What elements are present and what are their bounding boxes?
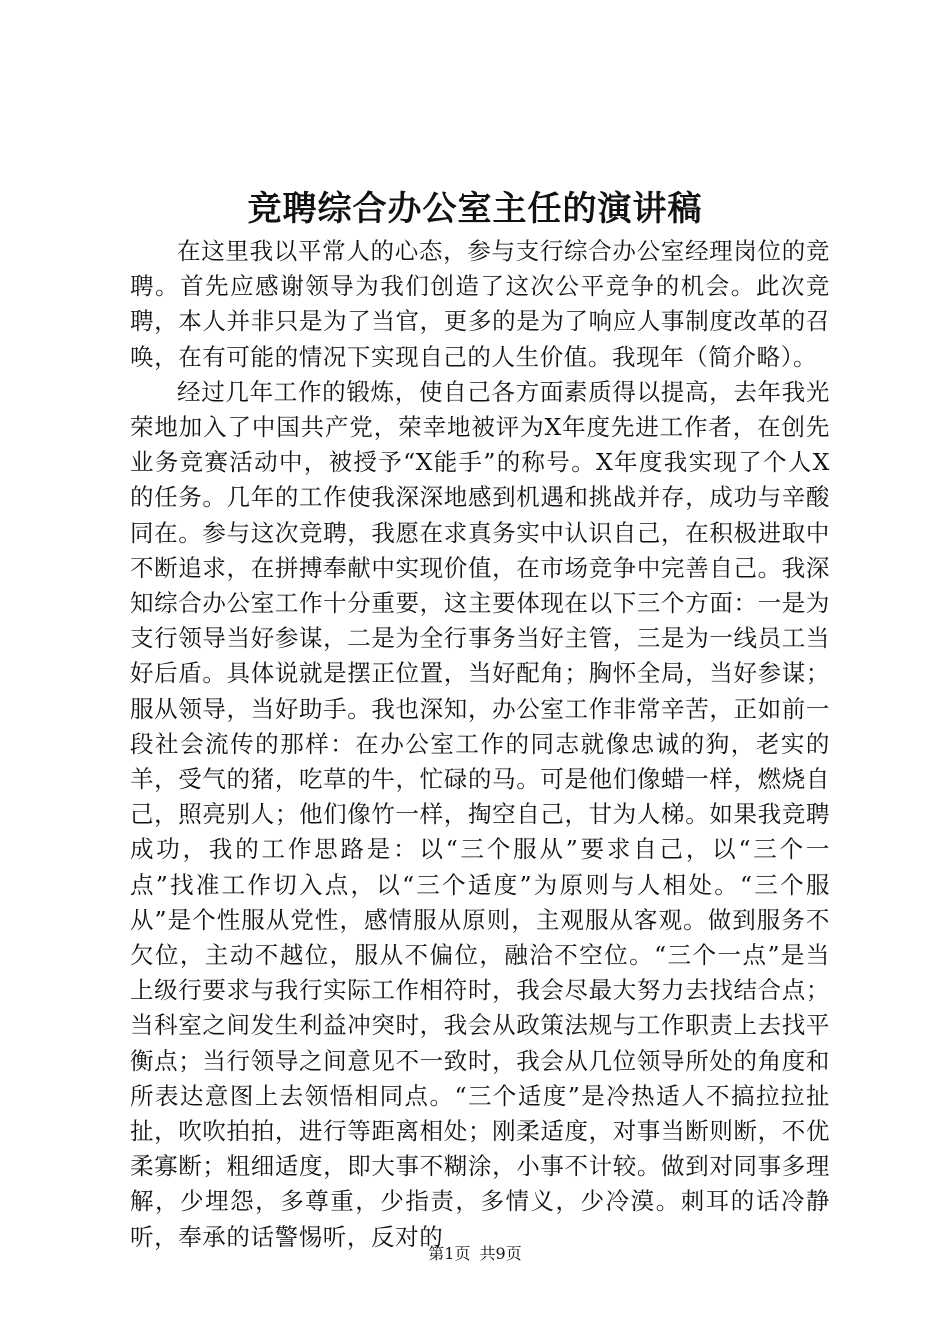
page-total: 共9页 xyxy=(479,1244,522,1263)
page-footer xyxy=(0,1242,950,1266)
paragraph-2: 经过几年工作的锻炼，使自己各方面素质得以提高，去年我光荣地加入了中国共产党，荣幸地被评为X年度先进工作者，在创先业务竞赛活动中，被授予“X能手”的称号。X年度我实现了个人X的任务。几年的工作使我深深地感到机遇和挑战并存，成功与辛酸同在。参与这次竞聘，我愿在求真务实中认识自己，在积极进取中不断追求，在拼搏奉献中实现价值，在市场竞争中完善自己。我深知综合办公室工作十分重要，这主要体现在以下三个方面：一是为支行领导当好参谋，二是为全行事务当好主管，三是为一线员工当好后盾。具体说就是摆正位置，当好配角；胸怀全局，当好参谋；服从领导，当好助手。我也深知，办公室工作非常辛苦，正如前一段社会流传的那样：在办公室工作的同志就像忠诚的狗，老实的羊，受气的猪，吃草的牛，忙碌的马。可是他们像蜡一样，燃烧自己，照亮别人；他们像竹一样，掏空自己，甘为人梯。如果我竞聘成功，我的工作思路是：以“三个服从”要求自己，以“三个一点”找准工作切入点，以“三个适度”为原则与人相处。“三个服从”是个性服从党性，感情服从原则，主观服从客观。做到服务不欠位，主动不越位，服从不偏位，融洽不空位。“三个一点”是当上级行要求与我行实际工作相符时，我会尽最大努力去找结合点；当科室之间发生利益冲突时，我会从政策法规与工作职责上去找平衡点；当行领导之间意见不一致时，我会从几位领导所处的角度和所表达意图上去领悟相同点。“三个适度”是冷热适人不搞拉拉扯扯，吹吹拍拍，进行等距离相处；刚柔适度，对事当断则断，不优柔寡断；粗细适度，即大事不糊涂，小事不计较。做到对同事多理解，少埋怨，多尊重，少指责，多情义，少冷漠。刺耳的话冷静听，奉承的话警惕听，反对的 xyxy=(130,377,830,1251)
document-title: 竞聘综合办公室主任的演讲稿 xyxy=(247,189,703,229)
document-body xyxy=(130,234,830,1255)
paragraph-1: 在这里我以平常人的心态，参与支行综合办公室经理岗位的竞聘。首先应感谢领导为我们创造了这次公平竞争的机会。此次竞聘，本人并非只是为了当官，更多的是为了响应人事制度改革的召唤，在有可能的情况下实现自己的人生价值。我现年（简介略）。 xyxy=(130,237,830,371)
page-number: 第1页 xyxy=(428,1244,471,1263)
